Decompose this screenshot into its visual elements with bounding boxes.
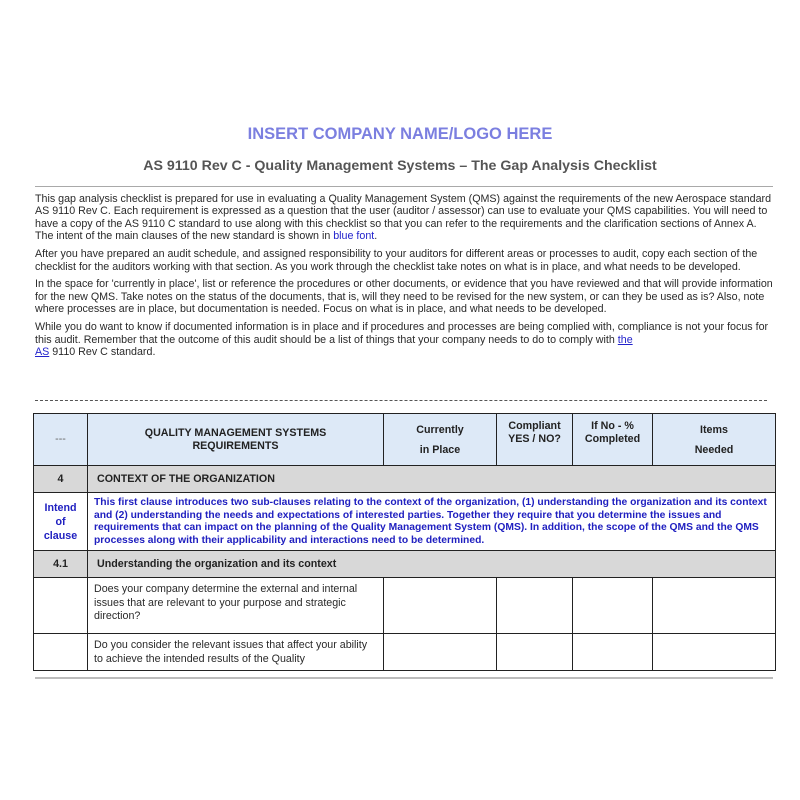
items-needed-cell[interactable] [653,634,776,671]
dashed-divider [35,400,767,401]
intro-section [35,193,775,364]
standard-link[interactable]: the [617,333,633,346]
percent-completed-cell[interactable] [573,578,653,634]
section-title: CONTEXT OF THE ORGANIZATION [88,466,776,493]
table-row [34,578,776,634]
question-text: Does your company determine the external and internal issues that are relevant to your purpose and strategic direction? [88,578,384,634]
compliant-cell[interactable] [497,634,573,671]
section-number: 4 [34,466,88,493]
blue-font-sample: blue font [333,230,375,243]
percent-completed-cell[interactable] [573,634,653,671]
question-text: Do you consider the relevant issues that affect your ability to achieve the intended results of the Quality [88,634,384,671]
table-row [34,634,776,671]
gap-analysis-table [33,413,776,671]
compliant-cell[interactable] [497,578,573,634]
question-index [34,634,88,671]
header-currently-in-place: Currently in Place [384,414,497,466]
items-needed-cell[interactable] [653,578,776,634]
intro-paragraph-1: This gap analysis checklist is prepared for use in evaluating a Quality Management System (QMS) against the requirements of the new Aerospace standard AS 9110 Rev C. Each requirement is expressed as a question that the user (auditor / assessor) can use to evaluate your QMS capabilities. You will need to have a copy of the AS 9110 C standard to use along with this checklist so that you can refer to the requirements and the clarification sections of Annex A. The intent of the main clauses of the new standard is shown in blue font. [35,193,772,243]
intro-paragraph-4: While you do want to know if documented information is in place and if procedures and processes are being complied with, compliance is not your focus for this audit. Remember that the outcome of this audit should be a list of things that your company needs to do to comply with the AS 9110 Rev C standard. [35,321,769,358]
intro-paragraph-2: After you have prepared an audit schedule, and assigned responsibility to your auditors for different areas or processes to audit, copy each section of the checklist for the auditors working with that section. As you work through the checklist take notes on what is in place, and what needs to be developed. [35,248,758,273]
company-name-placeholder: INSERT COMPANY NAME/LOGO HERE [247,125,553,143]
table-header-row [34,414,776,466]
document-title: AS 9110 Rev C - Quality Management Systems – The Gap Analysis Checklist [143,158,657,174]
standard-link-cont[interactable]: AS [35,345,50,358]
header-compliant: Compliant YES / NO? [497,414,573,466]
subsection-number: 4.1 [34,551,88,578]
intent-label: Intend of clause [34,493,88,551]
question-index [34,578,88,634]
section-row [34,466,776,493]
header-items-needed: Items Needed [653,414,776,466]
title-divider [35,186,773,187]
currently-in-place-cell[interactable] [384,578,497,634]
header-index: --- [34,414,88,466]
subsection-row [34,551,776,578]
intent-text: This first clause introduces two sub-clauses relating to the context of the organization, (1) understanding the organization and its context and (2) understanding the needs and expectations of interested parties. Together they require that you determine the issues and requirements that can impact on the planning of the Quality Management System (QMS). In addition, the scope of the QMS and the QMS processes along with their applicability and interactions need to be determined. [88,493,776,551]
intro-paragraph-3: In the space for 'currently in place', list or reference the procedures or other documents, or evidence that you have reviewed and that will provide information for the new QMS. Take notes on the status of the documents, that is, will they need to be revised for the new system, or can they be used as is? Also, note where processes are in place, but documentation is needed. Focus on what is in place, and what needs to be developed. [35,278,773,316]
header-requirements: QUALITY MANAGEMENT SYSTEMS REQUIREMENTS [88,414,384,466]
currently-in-place-cell[interactable] [384,634,497,671]
subsection-title: Understanding the organization and its context [88,551,776,578]
intent-row [34,493,776,551]
page-bottom-divider [35,677,773,679]
header-percent-completed: If No - % Completed [573,414,653,466]
